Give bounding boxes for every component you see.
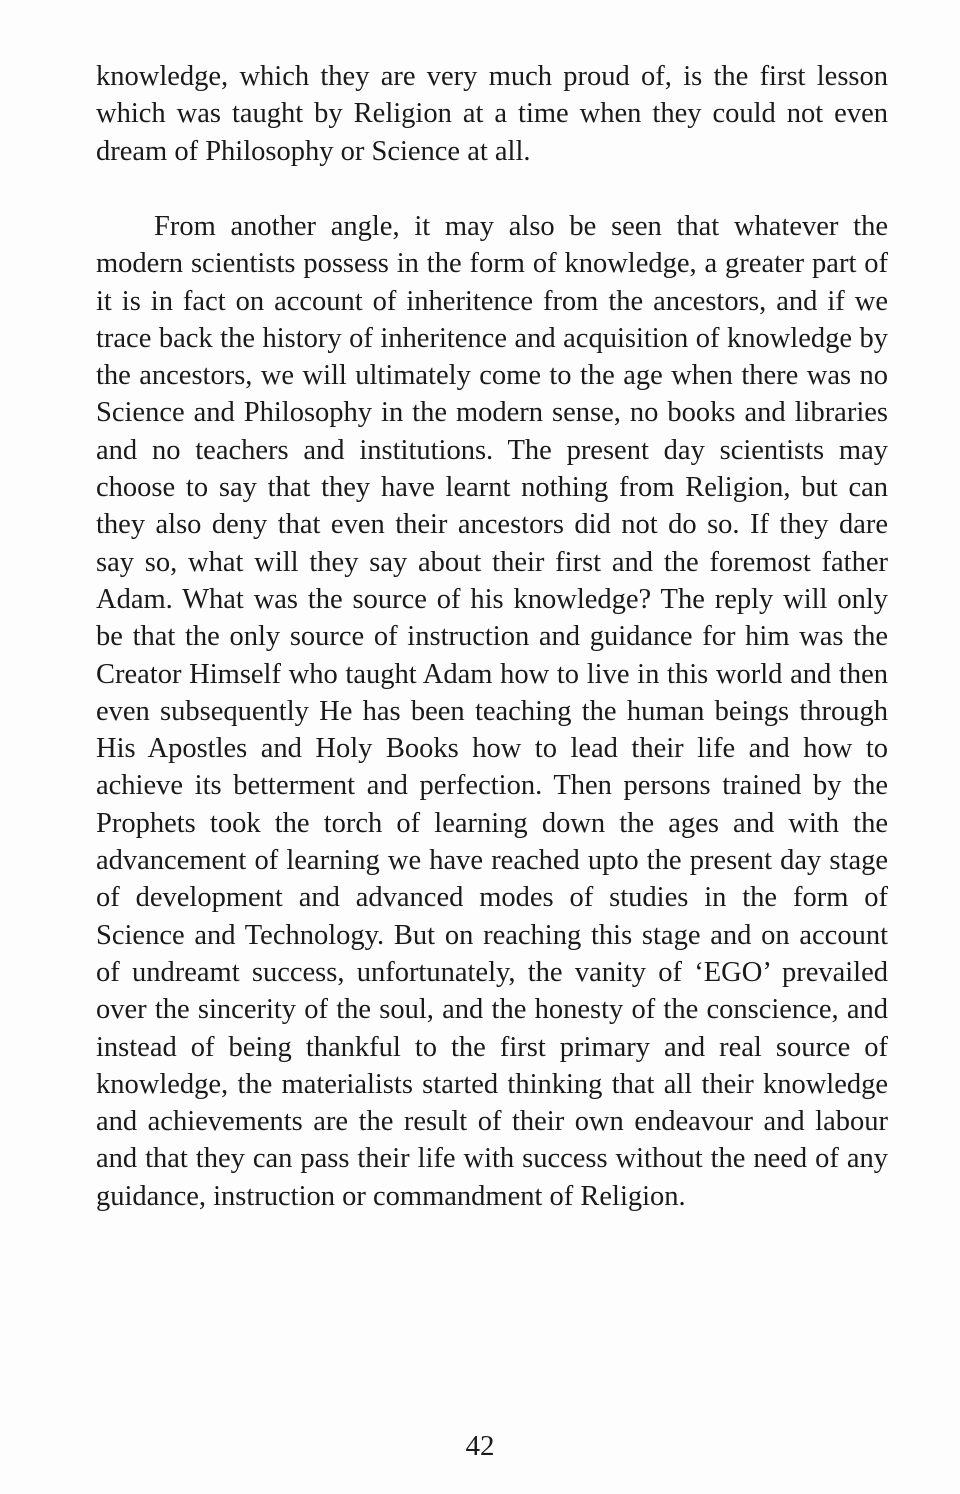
paragraph-main: From another angle, it may also be seen that whatever the modern scientists possess in the form of knowledge, a greater part of it is in fact on account of inheritence from the ancestors, and if we trace back the history of inheritence and acquisition of knowledge by the ancestors, we will ultimately come to the age when there was no Science and Philosophy in the modern sense, no books and libraries and no teachers and institutions. The present day scientists may choose to say that they have learnt nothing from Religion, but can they also deny that even their ancestors did not do so. If they dare say so, what will they say about their first and the foremost father Adam. What was the source of his knowledge? The reply will only be that the only source of instruction and guidance for him was the Creator Himself who taught Adam how to live in this world and then even subsequently He has been teaching the human beings through His Apostles and Holy Books how to lead their life and how to achieve its betterment and perfection. Then persons trained by the Prophets took the torch of learning down the ages and with the advancement of learning we have reached upto the present day stage of development and advanced modes of studies in the form of Science and Technology. But on reaching this stage and on account of undreamt success, unfortunately, the vanity of ‘EGO’ prevailed over the sincerity of the soul, and the honesty of the conscience, and instead of being thankful to the first primary and real source of knowledge, the materialists started thinking that all their knowledge and achievements are the result of their own endeavour and labour and that they can pass their life with success without the need of any guidance, instruction or commandment of Religion. [96, 211, 888, 1212]
paragraph-continuation: knowledge, which they are very much proud of, is the first lesson which was taught by Religion at a time when they could not even dream of Philosophy or Science at all. [96, 61, 888, 167]
page-number: 42 [465, 1430, 495, 1462]
